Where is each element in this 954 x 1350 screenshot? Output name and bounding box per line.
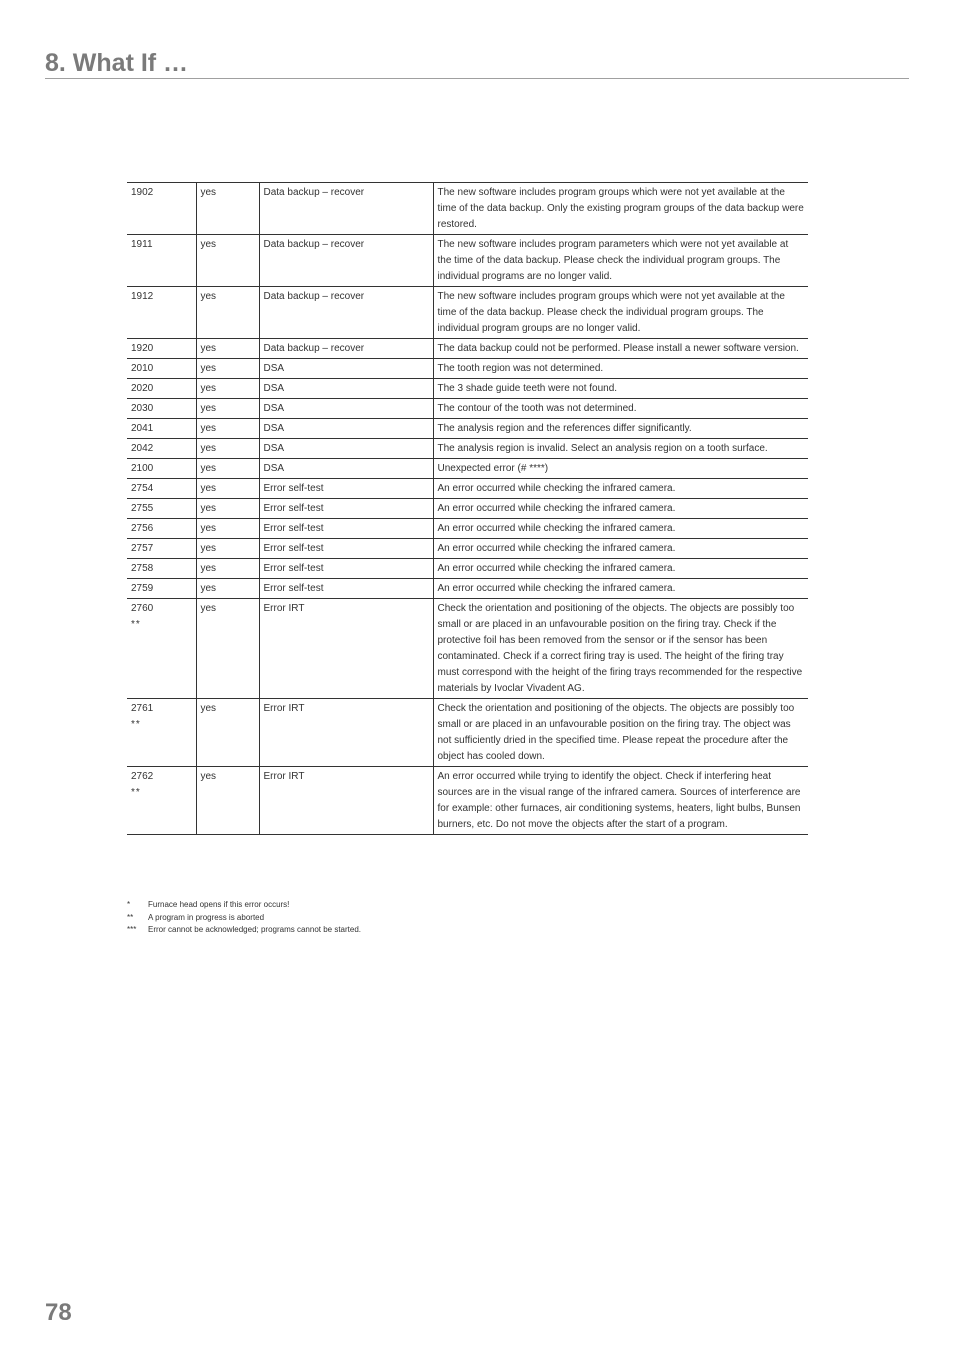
footnote-marker: ** [131,619,141,630]
error-type-cell: Error IRT [259,699,433,767]
error-code: 1912 [131,291,154,302]
error-type-cell: Error self-test [259,539,433,559]
error-description-cell: The contour of the tooth was not determined. [433,399,808,419]
error-type-cell: Error self-test [259,519,433,539]
acknowledge-cell: yes [196,579,259,599]
error-code-cell [127,287,196,339]
acknowledge-cell: yes [196,287,259,339]
error-description-cell: The 3 shade guide teeth were not found. [433,379,808,399]
error-code: 1902 [131,187,154,198]
acknowledge-cell: yes [196,359,259,379]
error-code-cell [127,499,196,519]
error-description-cell: The analysis region and the references differ significantly. [433,419,808,439]
table-row [127,699,808,767]
error-code: 1920 [131,343,154,354]
acknowledge-cell: yes [196,539,259,559]
error-code-table [127,182,808,835]
table-row [127,287,808,339]
footnote-text: Error cannot be acknowledged; programs cannot be started. [148,925,362,934]
error-type-cell: Error self-test [259,579,433,599]
table-row [127,519,808,539]
error-code: 2754 [131,483,154,494]
table-row [127,359,808,379]
table-row [127,559,808,579]
footnote [127,899,361,912]
error-type-cell: Error self-test [259,559,433,579]
error-description-cell: An error occurred while checking the infrared camera. [433,539,808,559]
error-code-cell [127,379,196,399]
error-code-cell [127,183,196,235]
error-code: 2760 [131,603,154,614]
error-type-cell: DSA [259,419,433,439]
error-code-cell [127,519,196,539]
error-type-cell: Data backup – recover [259,287,433,339]
error-description-cell: An error occurred while checking the infrared camera. [433,579,808,599]
acknowledge-cell: yes [196,599,259,699]
error-code-cell [127,479,196,499]
acknowledge-cell: yes [196,419,259,439]
acknowledge-cell: yes [196,519,259,539]
footnote-marker: ** [131,719,141,730]
acknowledge-cell: yes [196,767,259,835]
footnote [127,912,361,925]
footnote-symbol: * [127,900,131,909]
error-type-cell: Error IRT [259,767,433,835]
error-code: 2755 [131,503,154,514]
acknowledge-cell: yes [196,379,259,399]
error-code-cell [127,339,196,359]
error-type-cell: DSA [259,359,433,379]
error-code-cell [127,539,196,559]
error-code: 2762 [131,771,154,782]
acknowledge-cell: yes [196,339,259,359]
acknowledge-cell: yes [196,235,259,287]
footnote-text: A program in progress is aborted [148,912,265,922]
error-code: 2759 [131,583,154,594]
page-number: 78 [45,1299,72,1326]
table-row [127,599,808,699]
error-code: 2010 [131,363,154,374]
error-code: 2757 [131,543,154,554]
error-code: 2756 [131,523,154,534]
error-description-cell: The analysis region is invalid. Select an analysis region on a tooth surface. [433,439,808,459]
error-description-cell: An error occurred while checking the infrared camera. [433,499,808,519]
error-description-cell: An error occurred while checking the infrared camera. [433,479,808,499]
table-row [127,235,808,287]
error-description-cell: An error occurred while trying to identify the object. Check if interfering heat sources are in the visual range of the infrared camera. Sources of interference are for example: other furnaces, air conditioning systems, heaters, light bulbs, Bunsen burners, etc. Do not move the objects after the start of a program. [433,767,808,835]
error-code-cell [127,399,196,419]
table-row [127,479,808,499]
acknowledge-cell: yes [196,183,259,235]
error-description-cell: The new software includes program parameters which were not yet available at the time of the data backup. Please check the individual program groups. The individual programs are no longer valid. [433,235,808,287]
error-code-cell [127,235,196,287]
error-code: 1911 [131,239,153,250]
error-code: 2020 [131,383,154,394]
error-type-cell: Error self-test [259,479,433,499]
error-code-cell [127,599,196,699]
error-code-cell [127,559,196,579]
footnote [127,924,361,937]
error-type-cell: Error self-test [259,499,433,519]
error-type-cell: DSA [259,439,433,459]
acknowledge-cell: yes [196,399,259,419]
error-type-cell: DSA [259,399,433,419]
error-code-cell [127,459,196,479]
error-code: 2761 [131,703,154,714]
error-code-cell [127,699,196,767]
error-description-cell: Check the orientation and positioning of the objects. The objects are possibly too small or are placed in an unfavourable position on the firing tray. Check if the protective foil has been removed from the sensor or if the sensor has been contaminated. Check if a correct firing tray is used. The height of the firing tray must correspond with the height of the firing trays recommended for the respective materials by Ivoclar Vivadent AG. [433,599,808,699]
table-row [127,419,808,439]
error-description-cell: The data backup could not be performed. Please install a newer software version. [433,339,808,359]
error-description-cell: The tooth region was not determined. [433,359,808,379]
error-type-cell: DSA [259,459,433,479]
error-code-cell [127,767,196,835]
footnotes [127,899,361,937]
footnote-symbol: *** [127,925,137,934]
error-type-cell: Data backup – recover [259,339,433,359]
error-code-cell [127,359,196,379]
error-code-cell [127,419,196,439]
table-row [127,579,808,599]
error-description-cell: Check the orientation and positioning of the objects. The objects are possibly too small or are placed in an unfavourable position on the firing tray. The object was not sufficiently dried in the specified time. Please repeat the procedure after the object has cooled down. [433,699,808,767]
table-row [127,339,808,359]
footnote-symbol: ** [127,912,134,922]
acknowledge-cell: yes [196,699,259,767]
table-row [127,183,808,235]
error-code-cell [127,579,196,599]
error-type-cell: DSA [259,379,433,399]
table-row [127,499,808,519]
error-table-body [127,183,808,835]
error-code: 2100 [131,463,154,474]
error-description-cell: The new software includes program groups which were not yet available at the time of the data backup. Only the existing program groups of the data backup were restored. [433,183,808,235]
error-type-cell: Data backup – recover [259,183,433,235]
table-row [127,539,808,559]
error-description-cell: Unexpected error (# ****) [433,459,808,479]
error-description-cell: The new software includes program groups which were not yet available at the time of the data backup. Please check the individual program groups. The individual program groups are no longer valid. [433,287,808,339]
footnote-text: Furnace head opens if this error occurs! [148,900,290,909]
error-code: 2030 [131,403,154,414]
table-row [127,767,808,835]
error-description-cell: An error occurred while checking the infrared camera. [433,559,808,579]
acknowledge-cell: yes [196,439,259,459]
acknowledge-cell: yes [196,499,259,519]
table-row [127,439,808,459]
error-code: 2758 [131,563,154,574]
table-row [127,399,808,419]
acknowledge-cell: yes [196,559,259,579]
table-row [127,459,808,479]
acknowledge-cell: yes [196,479,259,499]
error-type-cell: Error IRT [259,599,433,699]
section-title: 8. What If … [45,49,189,77]
table-row [127,379,808,399]
footnote-marker: ** [131,787,141,798]
error-code: 2041 [131,423,154,434]
title-divider [45,78,909,79]
error-description-cell: An error occurred while checking the infrared camera. [433,519,808,539]
error-type-cell: Data backup – recover [259,235,433,287]
acknowledge-cell: yes [196,459,259,479]
error-code: 2042 [131,443,154,454]
error-code-cell [127,439,196,459]
